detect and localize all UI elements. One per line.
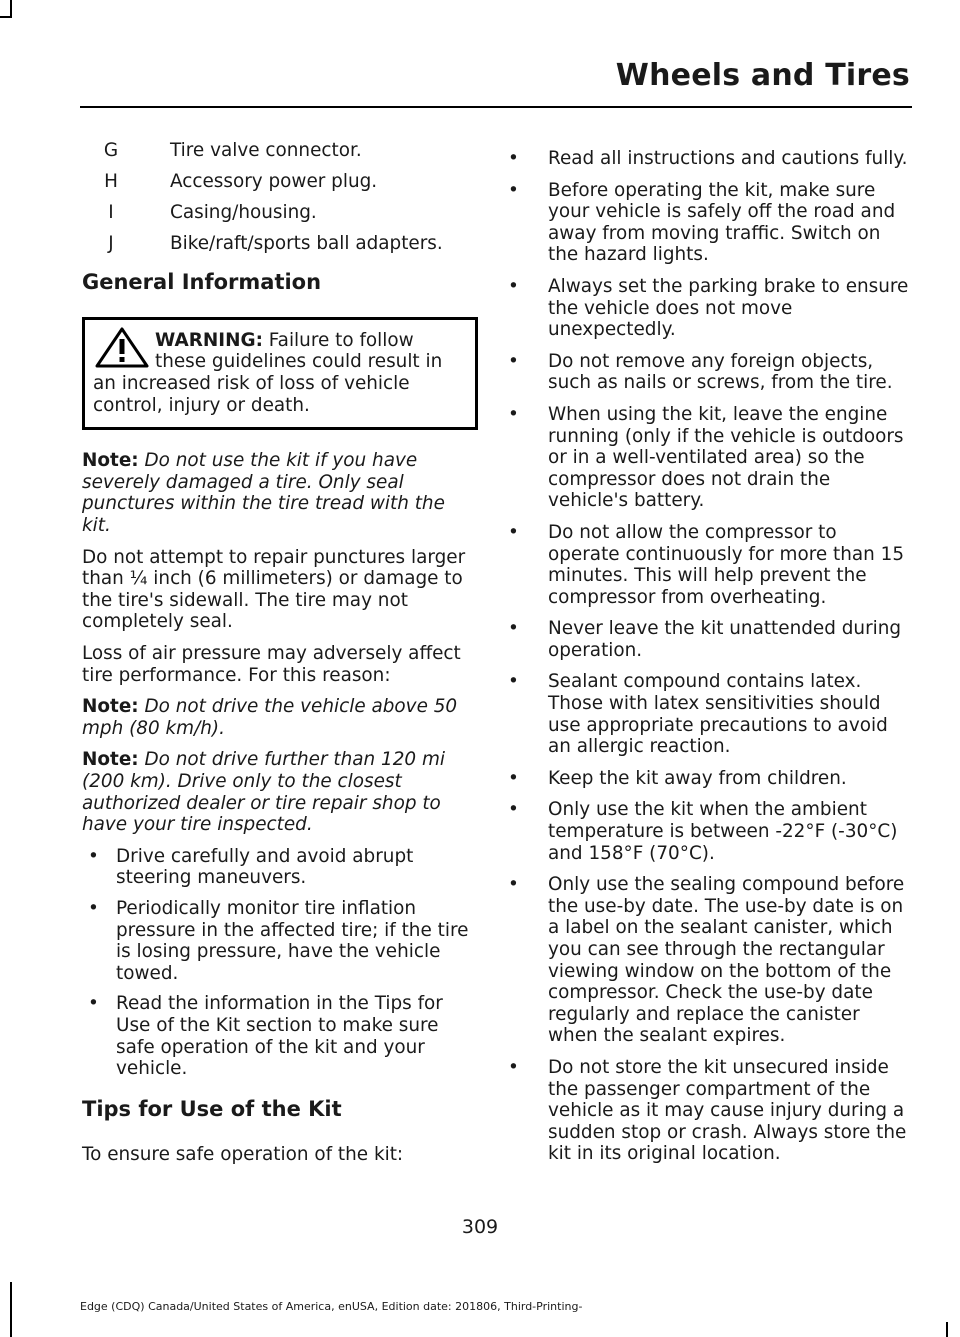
list-item-text: Keep the kit away from children. [548, 767, 847, 789]
list-item-text: When using the kit, leave the engine running (only if the vehicle is outdoors or in a well-ventilated area) so the compressor does not drain the vehicle's battery. [548, 403, 904, 512]
list-item [500, 618, 912, 661]
note [82, 749, 478, 835]
bullet: • [508, 874, 519, 896]
note-text: Do not use the kit if you have severely damaged a tire. Only seal punctures within the tire tread with the kit. [82, 450, 445, 537]
list-item-text: Do not store the kit unsecured inside the passenger compartment of the vehicle as it may cause injury during a sudden stop or crash. Always store the kit in its original location. [548, 1056, 907, 1165]
legend-item [82, 171, 478, 193]
bullet: • [88, 993, 99, 1015]
bullet: • [88, 897, 99, 919]
list-item-text: Do not remove any foreign objects, such as nails or screws, from the tire. [548, 350, 893, 394]
legend-item [82, 233, 478, 255]
list-item [500, 874, 912, 1047]
bullet: • [88, 845, 99, 867]
legend-text: Tire valve connector. [170, 140, 362, 161]
section-heading-tips: Tips for Use of the Kit [82, 1096, 342, 1121]
paragraph: Do not attempt to repair punctures larger than ¼ inch (6 millimeters) or damage to the tire's sidewall. The tire may not completely seal. [82, 546, 466, 633]
crop-mark [946, 1322, 948, 1337]
list-item-text: Before operating the kit, make sure your vehicle is safely off the road and away from moving traffic. Switch on the hazard lights. [548, 179, 896, 266]
list-item-text: Never leave the kit unattended during operation. [548, 618, 902, 661]
crop-mark [0, 16, 12, 18]
bullet: • [508, 521, 519, 543]
list-item-text: Sealant compound contains latex. Those with latex sensitivities should use appropriate precautions to avoid an allergic reaction. [548, 671, 888, 758]
note-label: Note: [82, 749, 139, 771]
list-item-text: Periodically monitor tire inflation pressure in the affected tire; if the tire is losing pressure, have the vehicle towed. [116, 897, 469, 984]
list-item [500, 799, 912, 864]
list-item [82, 993, 478, 1079]
list-item [500, 276, 912, 341]
list-item-text: Read all instructions and cautions fully. [548, 148, 908, 169]
note [82, 450, 478, 536]
note [82, 696, 478, 739]
bullet: • [508, 767, 519, 789]
legend-text: Accessory power plug. [170, 171, 378, 193]
list-item-text: Only use the sealing compound before the use-by date. The use-by date is on a label on the sealant canister, which you can see through the rectangular viewing window on the bottom of the compressor. Check the use-by date regularly and replace the canister when the sealant expires. [548, 874, 905, 1047]
bullet: • [508, 1056, 519, 1078]
paragraph: To ensure safe operation of the kit: [82, 1143, 404, 1165]
page-title: Wheels and Tires [615, 58, 910, 93]
bullet: • [508, 618, 519, 640]
list-item [500, 351, 912, 394]
left-column [82, 140, 478, 1175]
general-bullet-list [82, 846, 478, 1080]
page-number: 309 [461, 1216, 499, 1238]
paragraph: Loss of air pressure may adversely affect tire performance. For this reason: [82, 643, 461, 686]
list-item [500, 768, 912, 790]
legend-item [82, 202, 478, 224]
list-item-text: Read the information in the Tips for Use of the Kit section to make sure safe operation of the kit and your vehicle. [116, 993, 443, 1080]
warning-box [82, 317, 478, 430]
note-label: Note: [82, 450, 139, 472]
list-item [500, 1057, 912, 1165]
warning-text: Failure to follow these guidelines could result in an increased risk of loss of vehicle control, injury or death. [93, 329, 443, 416]
crop-mark [10, 1282, 12, 1337]
legend-key: J [108, 233, 114, 255]
list-item [82, 898, 478, 984]
list-item [500, 522, 912, 608]
list-item-text: Do not allow the compressor to operate continuously for more than 15 minutes. This will help prevent the compressor from overheating. [548, 521, 905, 608]
legend-text: Casing/housing. [170, 202, 317, 224]
bullet: • [508, 671, 519, 693]
list-item-text: Drive carefully and avoid abrupt steering maneuvers. [116, 845, 414, 889]
legend-item [82, 140, 478, 162]
footer-edition-text: Edge (CDQ) Canada/United States of America, enUSA, Edition date: 201806, Third-Printing- [80, 1300, 583, 1313]
header-rule [80, 106, 912, 108]
bullet: • [508, 403, 519, 425]
section-heading-general: General Information [82, 269, 322, 294]
list-item [500, 148, 912, 170]
list-item-text: Always set the parking brake to ensure the vehicle does not move unexpectedly. [548, 275, 909, 341]
bullet: • [508, 148, 519, 169]
list-item [500, 404, 912, 512]
bullet: • [508, 179, 519, 201]
right-column [500, 148, 912, 1175]
bullet: • [508, 350, 519, 372]
warning-triangle-icon [93, 326, 151, 370]
warning-label: WARNING: [155, 329, 263, 351]
tips-bullet-list [500, 148, 912, 1165]
list-item [82, 846, 478, 889]
legend-key: I [108, 202, 114, 224]
legend-list [82, 140, 478, 255]
note-text: Do not drive further than 120 mi (200 km). Drive only to the closest authorized dealer or tire repair shop to have your tire inspected. [82, 749, 446, 836]
bullet: • [508, 275, 519, 297]
note-text: Do not drive the vehicle above 50 mph (80 km/h). [82, 696, 458, 739]
legend-text: Bike/raft/sports ball adapters. [170, 233, 443, 255]
list-item [500, 180, 912, 266]
list-item [500, 671, 912, 757]
bullet: • [508, 799, 519, 821]
legend-key: G [103, 140, 119, 161]
note-label: Note: [82, 696, 139, 718]
legend-key: H [104, 171, 118, 193]
list-item-text: Only use the kit when the ambient temperature is between -22°F (-30°C) and 158°F (70°C). [548, 799, 898, 864]
